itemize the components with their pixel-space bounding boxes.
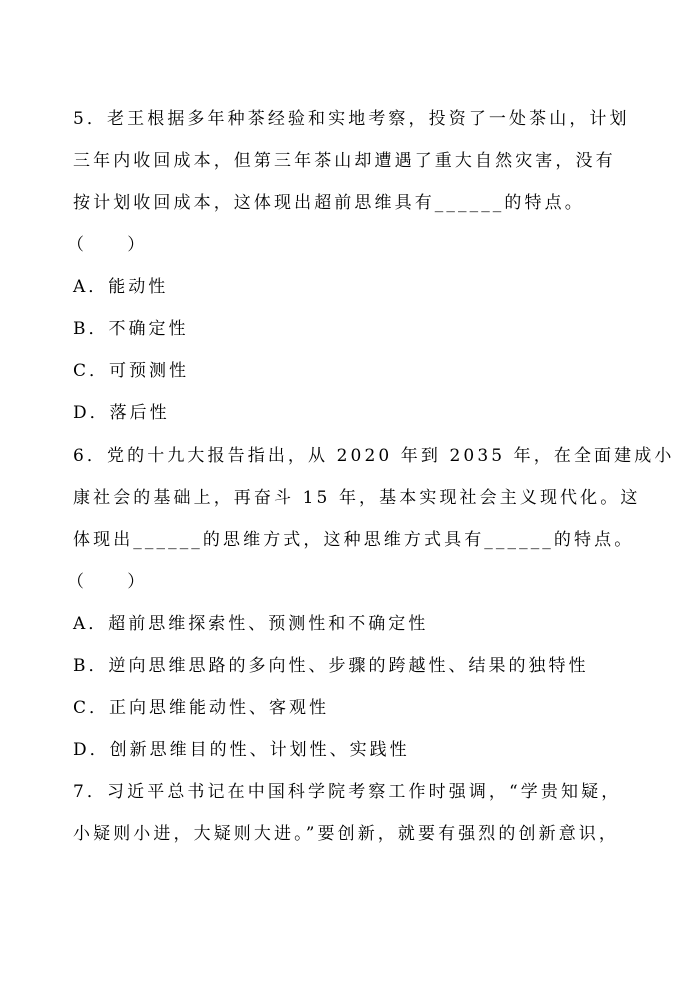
q5-stem-line-2: 三年内收回成本，但第三年茶山却遭遇了重大自然灾害，没有	[73, 151, 616, 171]
q6-option-d: D．创新思维目的性、计划性、实践性	[73, 740, 410, 760]
q5-stem-line-1: 5．老王根据多年种茶经验和实地考察，投资了一处茶山，计划	[73, 109, 630, 129]
q5-option-c: C．可预测性	[73, 361, 190, 381]
q5-stem-line-3: 按计划收回成本，这体现出超前思维具有______的特点。	[73, 193, 585, 213]
q7-stem-line-2: 小疑则小进，大疑则大进。”要创新，就要有强烈的创新意识，	[73, 824, 619, 844]
q6-option-a: A．超前思维探索性、预测性和不确定性	[73, 614, 429, 634]
q6-answer-paren: （ ）	[67, 572, 148, 592]
q5-answer-paren: （ ）	[67, 235, 148, 255]
q6-option-c: C．正向思维能动性、客观性	[73, 698, 330, 718]
q6-stem-line-1: 6．党的十九大报告指出，从 2020 年到 2035 年，在全面建成小	[73, 446, 675, 466]
q5-option-d: D．落后性	[73, 403, 170, 423]
q6-stem-line-3: 体现出______的思维方式，这种思维方式具有______的特点。	[73, 530, 635, 550]
q5-option-a: A．能动性	[73, 277, 169, 297]
q6-option-b: B．逆向思维思路的多向性、步骤的跨越性、结果的独特性	[73, 656, 589, 676]
q6-stem-line-2: 康社会的基础上，再奋斗 15 年，基本实现社会主义现代化。这	[73, 488, 641, 508]
q7-stem-line-1: 7．习近平总书记在中国科学院考察工作时强调，“学贵知疑，	[73, 782, 622, 802]
q5-option-b: B．不确定性	[73, 319, 189, 339]
